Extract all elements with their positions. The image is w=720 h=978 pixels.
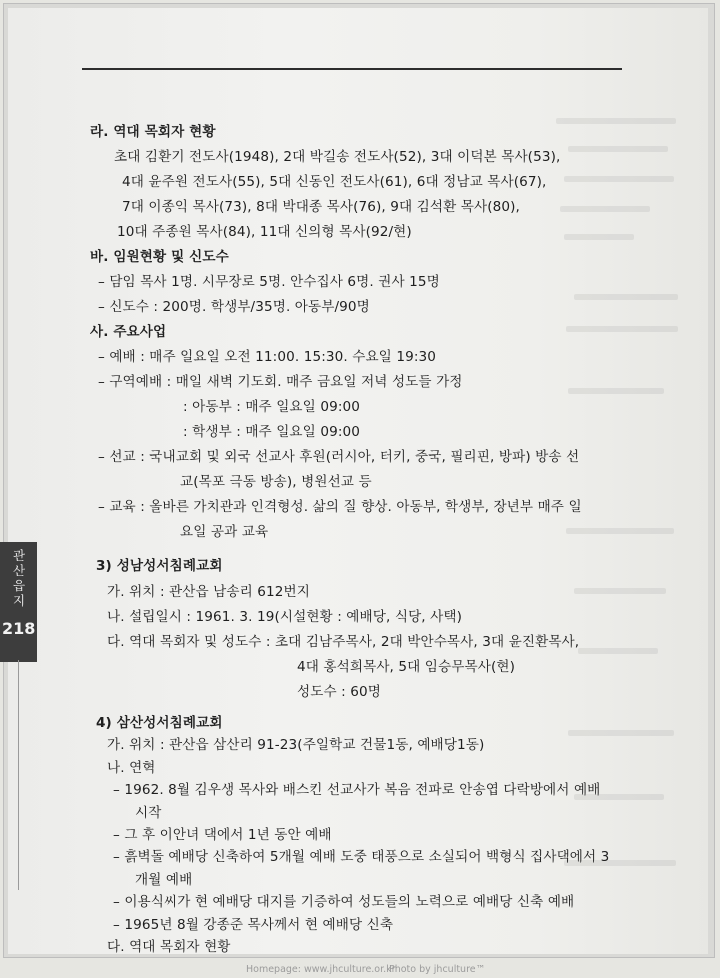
text-line: – 구역예배 : 매일 새벽 기도회. 매주 금요일 저녁 성도들 가정 <box>98 374 463 390</box>
text-line: – 예배 : 매주 일요일 오전 11:00. 15:30. 수요일 19:30 <box>98 349 437 365</box>
text-line: 나. 설립일시 : 1961. 3. 19(시설현황 : 예배당, 식당, 사택) <box>107 609 463 625</box>
footer <box>0 960 720 978</box>
text-line: – 선교 : 국내교회 및 외국 선교사 후원(러시아, 터키, 중국, 필리핀, 방파) 방송 선 <box>98 449 580 465</box>
section-heading: 바. 임원현황 및 신도수 <box>90 249 229 265</box>
text-line: – 그 후 이안녀 댁에서 1년 동안 예배 <box>113 827 332 843</box>
text-line: 나. 연혁 <box>107 759 156 776</box>
section-heading: 3) 성남성서침례교회 <box>96 558 223 574</box>
text-line: 4대 윤주원 전도사(55), 5대 신동인 전도사(61), 6대 정남교 목사(67), <box>122 174 547 190</box>
text-line: : 아동부 : 매주 일요일 09:00 <box>183 399 360 415</box>
page-number: 218 <box>2 619 36 638</box>
text-line: 다. 역대 목회자 및 성도수 : 초대 김남주목사, 2대 박안수목사, 3대 윤진환목사, <box>107 634 580 650</box>
section-heading: 4) 삼산성서침례교회 <box>96 715 223 731</box>
text-line: 가. 위치 : 관산읍 남송리 612번지 <box>107 584 310 600</box>
text-line: 7대 이종익 목사(73), 8대 박대종 목사(76), 9대 김석환 목사(80), <box>122 199 520 215</box>
text-line: – 흙벽돌 예배당 신축하여 5개월 예배 도중 태풍으로 소실되어 백형식 집사댁에서 3 <box>113 849 610 866</box>
text-line: – 1965년 8월 강종준 목사께서 현 예배당 신축 <box>113 916 394 933</box>
text-line: – 교육 : 올바른 가치관과 인격형성. 삶의 질 향상. 아동부, 학생부, 장년부 매주 일 <box>98 499 582 515</box>
footer-homepage: Homepage: www.jhculture.or.kr <box>246 964 396 975</box>
header-rule <box>82 68 622 70</box>
text-line: 교(목포 극동 방송), 병원선교 등 <box>180 474 372 490</box>
book-title: 관산읍지 <box>12 548 26 608</box>
footer-photo-credit: Photo by jhculture™ <box>389 964 486 975</box>
text-line: 개월 예배 <box>135 871 193 888</box>
text-line: 성도수 : 60명 <box>297 684 381 700</box>
text-line: – 1962. 8월 김우생 목사와 배스킨 선교사가 복음 전파로 안송엽 다락방에서 예배 <box>113 782 601 799</box>
text-line: 요일 공과 교육 <box>180 524 269 540</box>
section-heading: 라. 역대 목회자 현황 <box>90 124 216 140</box>
text-line: 시작 <box>135 804 162 821</box>
text-line: 4대 홍석희목사, 5대 임승무목사(현) <box>297 659 515 675</box>
text-line: – 신도수 : 200명. 학생부/35명. 아동부/90명 <box>98 299 370 315</box>
text-line: – 담임 목사 1명. 시무장로 5명. 안수집사 6명. 권사 15명 <box>98 274 440 290</box>
text-line: 다. 역대 목회자 현황 <box>107 939 231 955</box>
text-line: 10대 주종원 목사(84), 11대 신의형 목사(92/현) <box>117 224 412 240</box>
side-margin-line <box>18 660 19 890</box>
text-line: : 학생부 : 매주 일요일 09:00 <box>183 424 360 440</box>
text-line: – 이용식씨가 현 예배당 대지를 기증하여 성도들의 노력으로 예배당 신축 예배 <box>113 894 575 911</box>
text-line: 초대 김환기 전도사(1948), 2대 박길송 전도사(52), 3대 이덕본 목사(53), <box>114 149 561 165</box>
section-heading: 사. 주요사업 <box>90 324 167 340</box>
text-line: 가. 위치 : 관산읍 삼산리 91-23(주일학교 건물1동, 예배당1동) <box>107 737 485 754</box>
